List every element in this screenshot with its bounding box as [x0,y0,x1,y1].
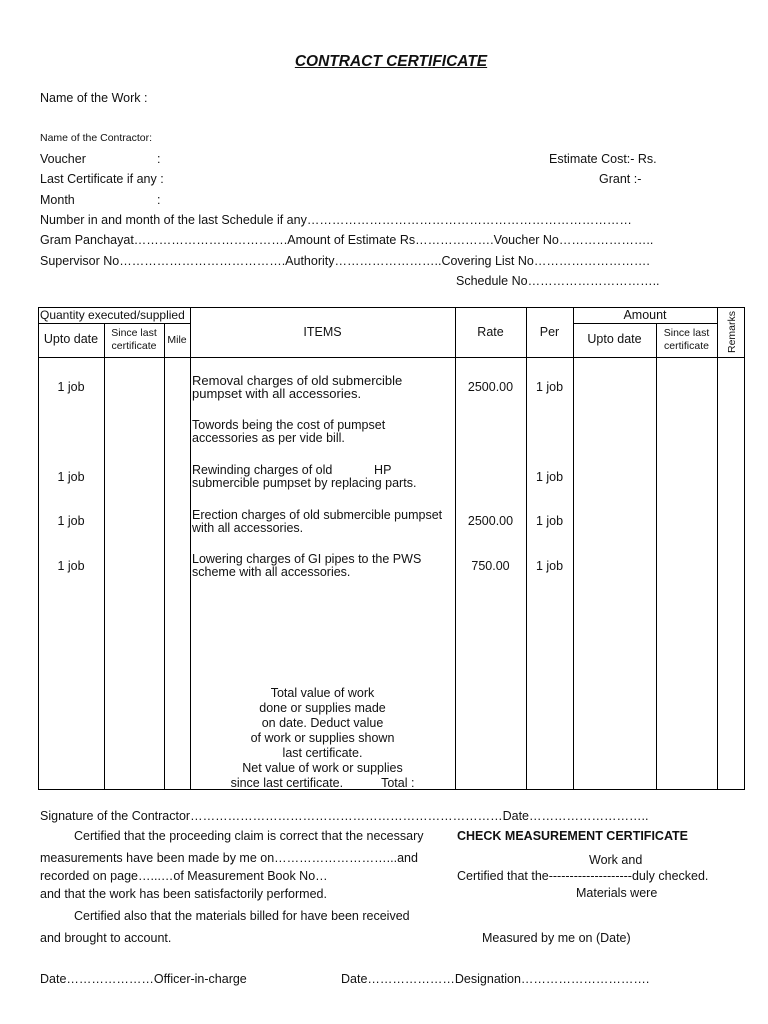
row5-rate: 750.00 [471,559,510,573]
total-line: Net value of work or supplies [242,761,403,775]
total-line: on date. Deduct value [261,716,384,730]
voucher-colon: : [157,152,161,166]
row1-item: Removal charges of old submercible pumpset with all accessories. [192,373,403,401]
amount-upto-header: Upto date [587,332,642,346]
qty-executed-header: Quantity executed/supplied [40,308,185,322]
voucher-label: Voucher [40,152,86,166]
row5-item: Lowering charges of GI pipes to the PWS scheme with all accessories. [192,552,422,579]
since-last-line1: Since last [111,327,157,339]
last-certificate-label: Last Certificate if any : [40,172,164,186]
row4-qty: 1 job [57,514,85,528]
materials-were-text: Materials were [576,886,658,900]
total-line: done or supplies made [259,701,386,715]
row3-qty: 1 job [57,470,85,484]
amount-since-header [656,327,717,353]
rate-header: Rate [477,325,504,339]
row5-qty: 1 job [57,559,85,573]
since-last-line2: certificate [111,340,157,352]
supervisor-line: Supervisor No………………………………….Authority……………………..Covering List No………………………. [40,254,650,268]
total-text-block [190,686,455,791]
schedule-no-line: Schedule No………………………….. [456,274,660,288]
upto-date-header: Upto date [43,332,99,346]
per-header: Per [539,325,560,339]
row1-qty: 1 job [57,380,85,394]
check-measurement-title: CHECK MEASUREMENT CERTIFICATE [457,829,689,843]
certified-that-text: Certified that the--------------------duly checked. [457,869,709,883]
measured-by-text: Measured by me on (Date) [482,931,631,945]
row4-item: Erection charges of old submercible pumpset with all accessories. [192,508,443,535]
gram-panchayat-line: Gram Panchayat……………………………….Amount of Estimate Rs……………….Voucher No………………….. [40,233,654,247]
row2-item: Towords being the cost of pumpset accessories as per vide bill. [192,418,386,445]
remarks-header [719,311,745,353]
measurements-text: measurements have been made by me on………………………...and [40,851,418,865]
grant-label: Grant :- [599,172,642,186]
recorded-text: recorded on page…...…of Measurement Book No… [40,869,328,883]
row1-rate: 2500.00 [467,380,514,394]
row4-per: 1 job [535,514,564,528]
last-schedule-line: Number in and month of the last Schedule if any…………………………………………………………………… [40,213,632,227]
row3-item: Rewinding charges of old HP submercible pumpset by replacing parts. [192,463,417,490]
total-line: of work or supplies shown [250,731,395,745]
page-title: CONTRACT CERTIFICATE [294,53,488,70]
items-header: ITEMS [303,325,342,339]
remarks-label: Remarks [726,310,738,354]
total-line: Total value of work [270,686,375,700]
row4-rate: 2500.00 [467,514,514,528]
date-officer-line: Date…………………Officer-in-charge [40,972,247,986]
date-designation-line: Date…………………Designation…………………………. [341,972,650,986]
signature-line: Signature of the Contractor…………………………………………………………………Date……………………….. [40,809,649,823]
total-line: since last certificate. Total : [230,776,415,790]
name-of-work-label: Name of the Work : [40,91,148,105]
satisfactorily-text: and that the work has been satisfactorily performed. [40,887,327,901]
row3-per: 1 job [535,470,564,484]
brought-to-account-text: and brought to account. [40,931,172,945]
work-and-text: Work and [589,853,643,867]
certified-claim-text: Certified that the proceeding claim is correct that the necessary [74,829,424,843]
since-last-header [104,327,164,353]
mile-header: Mile [167,334,187,346]
month-label: Month [40,193,75,207]
amount-since-line1: Since last [663,327,710,339]
month-colon: : [157,193,161,207]
certified-also-text: Certified also that the materials billed for have been received [74,909,410,923]
row1-per: 1 job [535,380,564,394]
amount-since-line2: certificate [664,340,709,352]
amount-header: Amount [623,308,667,322]
total-line: last certificate. [282,746,363,760]
row5-per: 1 job [535,559,564,573]
name-of-contractor-label: Name of the Contractor: [40,132,153,144]
estimate-cost-label: Estimate Cost:- Rs. [549,152,657,166]
